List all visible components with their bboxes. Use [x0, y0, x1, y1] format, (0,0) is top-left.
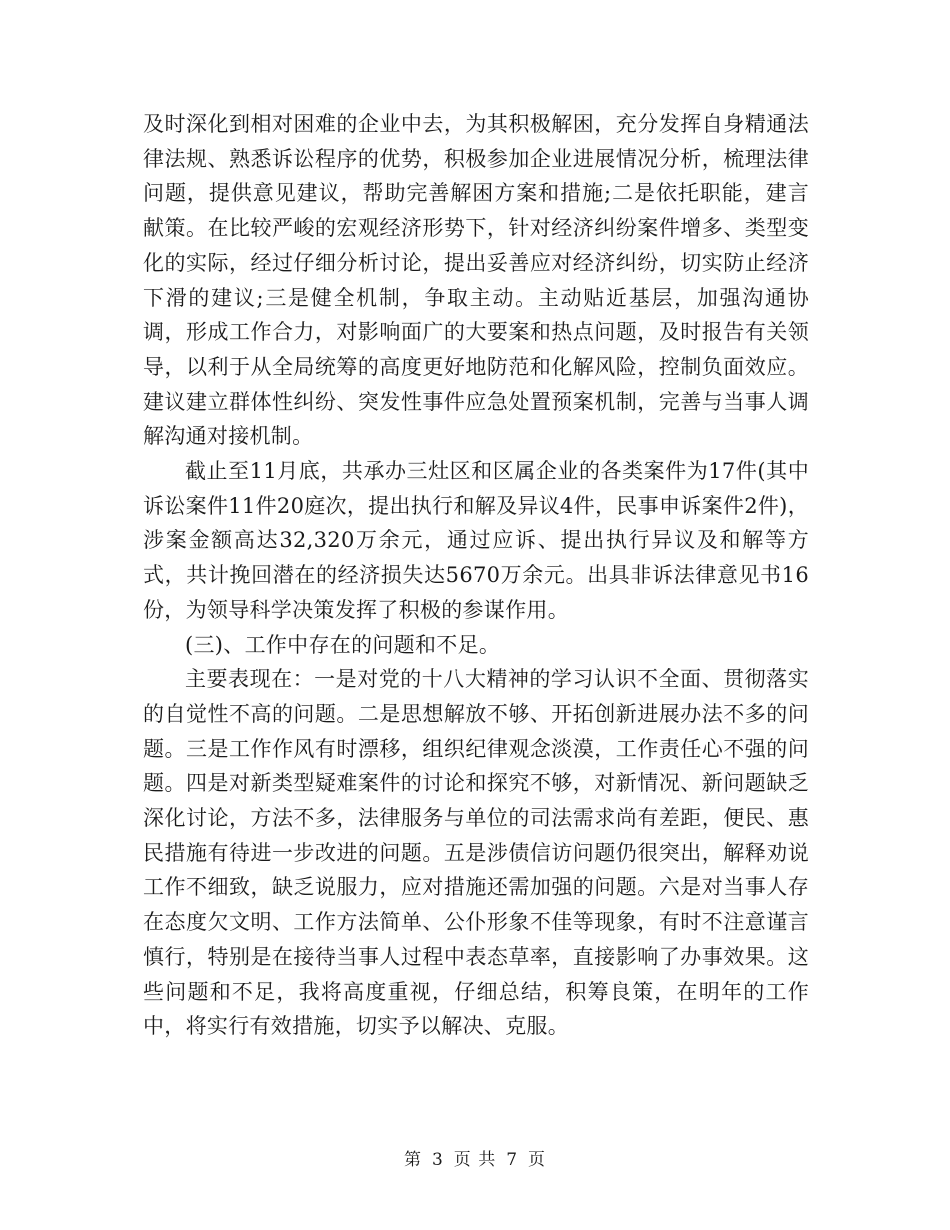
footer-total-pages: 7	[506, 1150, 519, 1170]
section-heading-problems: (三)、工作中存在的问题和不足。	[185, 632, 501, 657]
paragraph-continuation: 及时深化到相对困难的企业中去，为其积极解困，充分发挥自身精通法律法规、熟悉诉讼程序的优势，积极参加企业进展情况分析，梳理法律问题，提供意见建议，帮助完善解困方案和措施;二是依托职能，建言献策。在比较严峻的宏观经济形势下，针对经济纠纷案件增多、类型变化的实际，经过仔细分析讨论，提出妥善应对经济纠纷，切实防止经济下滑的建议;三是健全机制，争取主动。主动贴近基层，加强沟通协调，形成工作合力，对影响面广的大要案和热点问题，及时报告有关领导，以利于从全局统筹的高度更好地防范和化解风险，控制负面效应。建议建立群体性纠纷、突发性事件应急处置预案机制，完善与当事人调解沟通对接机制。	[143, 112, 809, 449]
footer-prefix: 第	[403, 1150, 422, 1170]
paragraph-problems: 主要表现在：一是对党的十八大精神的学习认识不全面、贯彻落实的自觉性不高的问题。二是思想解放不够、开拓创新进展办法不多的问题。三是工作作风有时漂移，组织纪律观念淡漠，工作责任心不强的问题。四是对新类型疑难案件的讨论和探究不够，对新情况、新问题缺乏深化讨论，方法不多，法律服务与单位的司法需求尚有差距，便民、惠民措施有待进一步改进的问题。五是涉债信访问题仍很突出，解释劝说工作不细致，缺乏说服力，应对措施还需加强的问题。六是对当事人存在态度欠文明、工作方法简单、公仆形象不佳等现象，有时不注意谨言慎行，特别是在接待当事人过程中表态草率，直接影响了办事效果。这些问题和不足，我将高度重视，仔细总结，积筹良策，在明年的工作中，将实行有效措施，切实予以解决、克服。	[143, 667, 809, 1039]
paragraph-case-statistics: 截止至11月底，共承办三灶区和区属企业的各类案件为17件(其中诉讼案件11件20庭次，提出执行和解及异议4件，民事申诉案件2件)，涉案金额高达32,320万余元，通过应诉、提出执行异议及和解等方式，共计挽回潜在的经济损失达5670万余元。出具非诉法律意见书16份，为领导科学决策发挥了积极的参谋作用。	[143, 459, 809, 622]
footer-suffix: 页	[528, 1150, 547, 1170]
document-body	[143, 107, 809, 1044]
page-footer	[0, 1145, 950, 1170]
footer-page-number: 3	[431, 1150, 444, 1170]
footer-middle: 页 共	[453, 1150, 497, 1170]
